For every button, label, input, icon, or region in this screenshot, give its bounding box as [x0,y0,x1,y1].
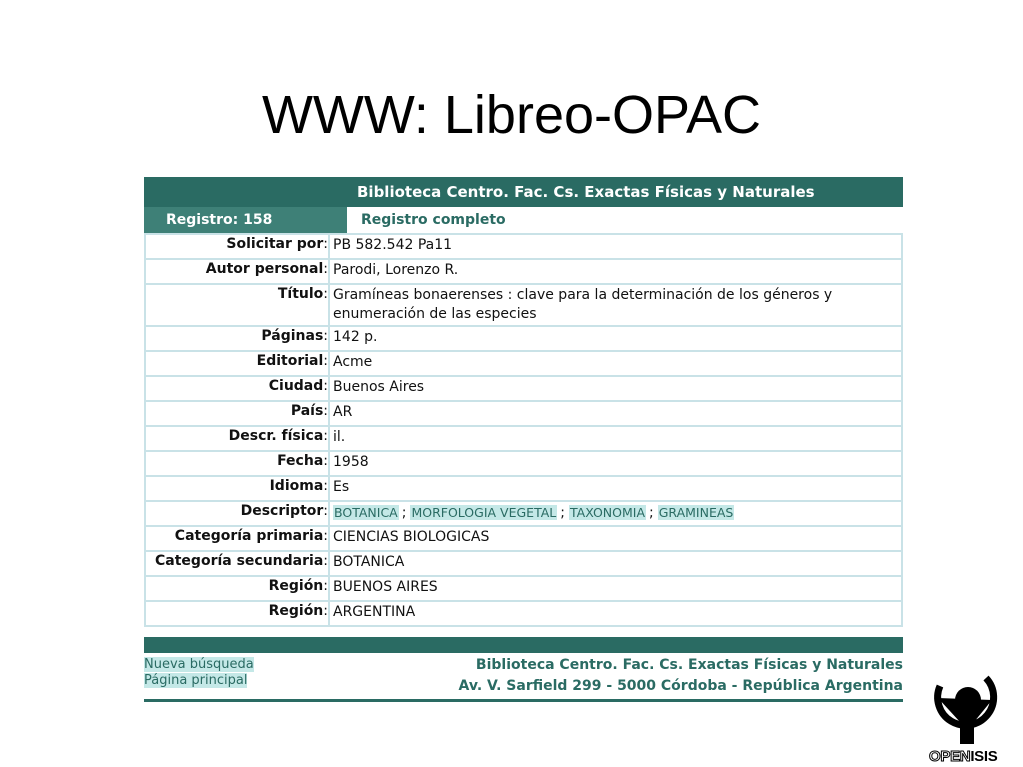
table-row: Editorial: Acme [145,351,902,376]
library-header: Biblioteca Centro. Fac. Cs. Exactas Físicas y Naturales [144,177,903,207]
opac-footer [144,657,903,697]
footer-links [144,657,254,697]
descriptor-link-taxonomia[interactable]: TAXONOMIA [569,505,646,520]
field-label: Autor personal [205,261,324,277]
new-search-link[interactable]: Nueva búsqueda [144,657,254,672]
field-value: PB 582.542 Pa11 [329,234,902,259]
table-row: País: AR [145,401,902,426]
field-label: Categoría secundaria [155,553,324,569]
field-value: 142 p. [329,326,902,351]
field-label: País [290,403,324,419]
table-row: Título: Gramíneas bonaerenses : clave para la determinación de los géneros y enumeración de las especies [145,284,902,326]
footer-library-name: Biblioteca Centro. Fac. Cs. Exactas Físicas y Naturales [475,657,903,673]
slide-title: WWW: Libreo-OPAC [261,85,762,145]
field-label: Región [268,578,324,594]
table-row: Idioma: Es [145,476,902,501]
field-value: AR [329,401,902,426]
footer-bar [144,637,903,653]
field-label: Región [268,603,324,619]
field-value: BOTANICA [329,551,902,576]
field-label: Ciudad [268,378,324,394]
table-row: Fecha: 1958 [145,451,902,476]
field-label: Título [277,286,324,302]
table-row: Región: BUENOS AIRES [145,576,902,601]
field-value: Acme [329,351,902,376]
table-row: Ciudad: Buenos Aires [145,376,902,401]
table-row: Solicitar por: PB 582.542 Pa11 [145,234,902,259]
table-row: Categoría secundaria: BOTANICA [145,551,902,576]
openisis-logo-text: OPENISIS [929,748,998,765]
field-value: Buenos Aires [329,376,902,401]
field-value: Gramíneas bonaerenses : clave para la determinación de los géneros y enumeración de las especies [329,284,902,326]
field-label: Descriptor [240,503,324,519]
descriptor-links: BOTANICA ; MORFOLOGIA VEGETAL ; TAXONOMIA ; GRAMINEAS [329,501,902,526]
record-subbar [144,207,903,233]
record-table [144,233,903,627]
table-row: Descr. física: il. [145,426,902,451]
field-label: Idioma [269,478,324,494]
table-row: Páginas: 142 p. [145,326,902,351]
descriptor-link-gramineas[interactable]: GRAMINEAS [658,505,734,520]
field-value: 1958 [329,451,902,476]
field-label: Descr. física [228,428,324,444]
descriptor-link-botanica[interactable]: BOTANICA [334,505,398,520]
field-value: Parodi, Lorenzo R. [329,259,902,284]
descriptor-link-morfologia-vegetal[interactable]: MORFOLOGIA VEGETAL [411,505,557,520]
footer-address [459,655,903,697]
field-value: il. [329,426,902,451]
footer-street-address: Av. V. Sarfield 299 - 5000 Córdoba - República Argentina [458,678,903,694]
full-record-label: Registro completo [347,207,903,233]
field-value: BUENOS AIRES [329,576,902,601]
field-value: Es [329,476,902,501]
table-row: Región: ARGENTINA [145,601,902,626]
field-label: Editorial [256,353,324,369]
table-row-descriptor: Descriptor: BOTANICA ; MORFOLOGIA VEGETAL ; TAXONOMIA ; GRAMINEAS [145,501,902,526]
table-row: Autor personal: Parodi, Lorenzo R. [145,259,902,284]
record-number: Registro: 158 [144,207,347,233]
bottom-rule [144,699,903,702]
field-label: Solicitar por [226,236,324,252]
field-label: Fecha [277,453,324,469]
table-row: Categoría primaria: CIENCIAS BIOLOGICAS [145,526,902,551]
field-value: CIENCIAS BIOLOGICAS [329,526,902,551]
field-value: ARGENTINA [329,601,902,626]
home-page-link[interactable]: Página principal [144,673,248,688]
field-label: Categoría primaria [174,528,324,544]
field-label: Páginas [261,328,324,344]
opac-record-panel [144,177,903,702]
